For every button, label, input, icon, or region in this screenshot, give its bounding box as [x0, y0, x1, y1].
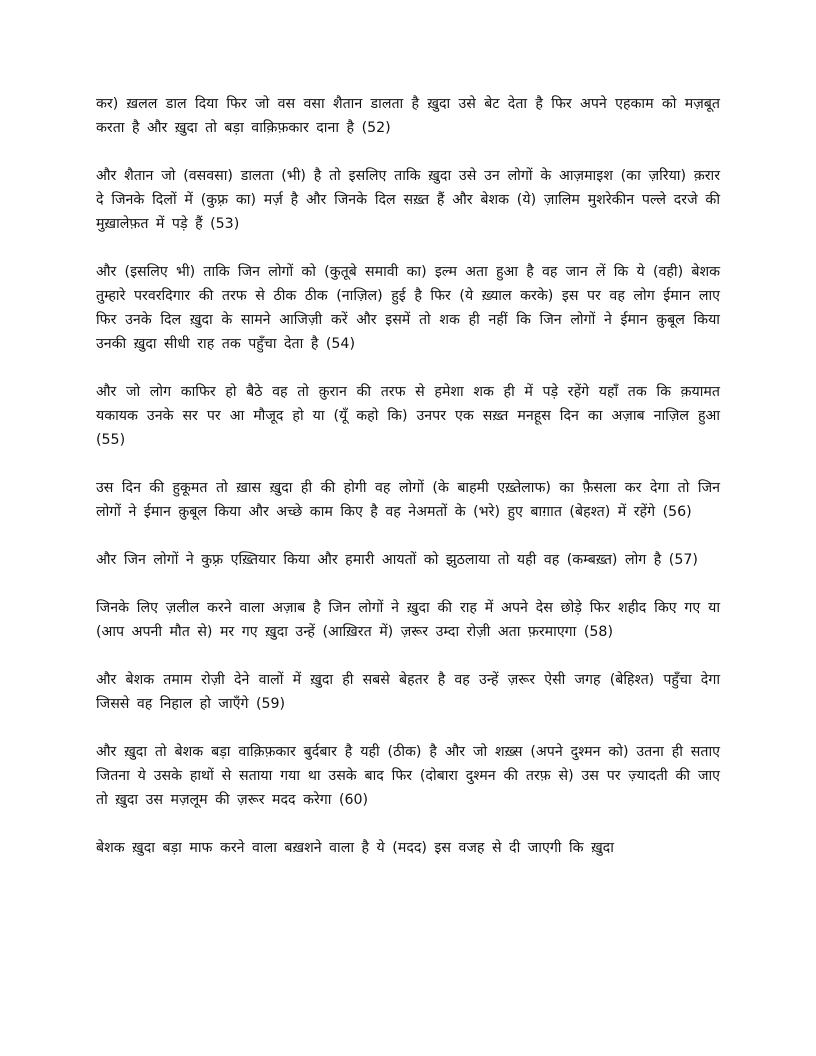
paragraph-verse-58: जिनके लिए ज़लील करने वाला अज़ाब है जिन लोगों ने ख़ुदा की राह में अपने देस छोड़े फिर शहीद किए गए या (आप अपनी मौत से) मर गए ख़ुदा उन्हें (आख़िरत में) ज़रूर उम्दा रोज़ी अता फ़रमाएगा (58) — [96, 600, 720, 640]
paragraph-verse-61-partial: बेशक ख़ुदा बड़ा माफ करने वाला बख़शने वाला है ये (मदद) इस वजह से दी जाएगी कि ख़ुदा — [96, 840, 614, 856]
document-page — [96, 92, 720, 860]
paragraph-verse-54: और (इसलिए भी) ताकि जिन लोगों को (कुतूबे समावी का) इल्म अता हुआ है वह जान लें कि ये (वही) बेशक तुम्हारे परवरदिगार की तरफ से ठीक ठीक (नाज़िल) हुई है फिर (ये ख़्याल करके) इस पर वह लोग ईमान लाए फिर उनके दिल ख़ुदा के सामने आजिज़ी करें और इसमें तो शक ही नहीं कि जिन लोगों ने ईमान क़ुबूल किया उनकी ख़ुदा सीधी राह तक पहुँचा देता है (54) — [96, 264, 720, 352]
paragraph-verse-56: उस दिन की हुकूमत तो ख़ास ख़ुदा ही की होगी वह लोगों (के बाहमी एख़्तेलाफ) का फ़ैसला कर देगा तो जिन लोगों ने ईमान क़ुबूल किया और अच्छे काम किए है वह नेअमतों के (भरे) हुए बाग़ात (बेहश्त) में रहेंगे (56) — [96, 480, 720, 520]
paragraph-verse-59: और बेशक तमाम रोज़ी देने वालों में ख़ुदा ही सबसे बेहतर है वह उन्हें ज़रूर ऐसी जगह (बेहिश्त) पहुँचा देगा जिससे वह निहाल हो जाएँगे (59) — [96, 672, 720, 712]
paragraph-verse-53: और शैतान जो (वसवसा) डालता (भी) है तो इसलिए ताकि ख़ुदा उसे उन लोगों के आज़माइश (का ज़रिया) क़रार दे जिनके दिलों में (कुफ़्र का) मर्ज़ है और जिनके दिल सख़्त हैं और बेशक (ये) ज़ालिम मुशरेकीन पल्ले दरजे की मुख़ालेफ़त में पड़े हैं (53) — [96, 168, 721, 232]
paragraph-verse-52: कर) ख़लल डाल दिया फिर जो वस वसा शैतान डालता है ख़ुदा उसे बेट देता है फिर अपने एहकाम को मज़बूत करता है और ख़ुदा तो बड़ा वाक़िफ़कार दाना है (52) — [96, 96, 720, 136]
paragraph-verse-57: और जिन लोगों ने कुफ़्र एख़्तियार किया और हमारी आयतों को झुठलाया तो यही वह (कम्बख़्त) लोग है (57) — [96, 552, 698, 568]
paragraph-verse-60: और ख़ुदा तो बेशक बड़ा वाक़िफ़कार बुर्दबार है यही (ठीक) है और जो शख़्स (अपने दुश्मन को) उतना ही सताए जितना ये उसके हाथों से सताया गया था उसके बाद फिर (दोबारा दुश्मन की तरफ़ से) उस पर ज़्यादती की जाए तो ख़ुदा उस मज़लूम की ज़रूर मदद करेगा (60) — [96, 744, 720, 808]
paragraph-verse-55: और जो लोग काफिर हो बैठे वह तो क़ुरान की तरफ से हमेशा शक ही में पड़े रहेंगे यहाँ तक कि क़यामत यकायक उनके सर पर आ मौजूद हो या (यूँ कहो कि) उनपर एक सख़्त मनहूस दिन का अज़ाब नाज़िल हुआ (55) — [96, 384, 720, 448]
